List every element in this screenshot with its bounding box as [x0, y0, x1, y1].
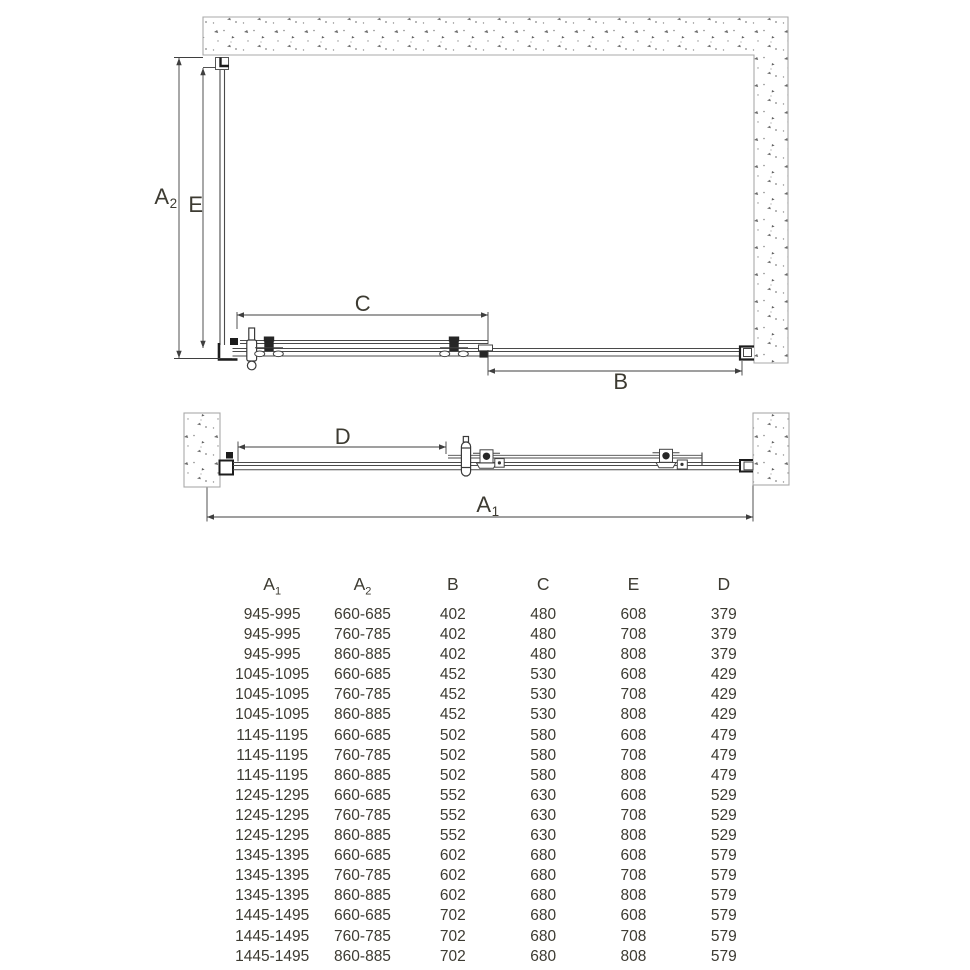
cell-a2: 860-885: [334, 947, 391, 965]
cell-a2: 860-885: [334, 766, 391, 784]
cell-d: 379: [710, 626, 737, 644]
table-row: [227, 726, 769, 746]
table-row: [227, 786, 769, 806]
cell-e: 608: [620, 726, 647, 744]
cell-b: 502: [439, 726, 466, 744]
table-row: [227, 906, 769, 926]
cell-a1: 1145-1195: [236, 766, 309, 784]
cell-a2: 660-685: [334, 847, 391, 865]
wall-profile-right-plan: [740, 347, 754, 360]
cell-c: 630: [530, 827, 557, 845]
cell-a1: 1245-1295: [235, 806, 310, 824]
cell-a1: 1245-1295: [235, 827, 310, 845]
table-header-row: [227, 571, 769, 597]
cell-a1: 1245-1295: [235, 786, 310, 804]
cell-c: 680: [530, 907, 557, 925]
label-b: B: [613, 369, 629, 394]
cell-d: 529: [710, 827, 737, 845]
cell-a2: 860-885: [334, 887, 391, 905]
table-row: [227, 866, 769, 886]
cell-d: 579: [710, 927, 737, 945]
cell-d: 479: [710, 766, 737, 784]
cell-c: 580: [530, 766, 557, 784]
cell-d: 429: [710, 666, 737, 684]
cell-e: 808: [620, 766, 647, 784]
cell-d: 379: [710, 606, 737, 623]
cell-b: 702: [439, 907, 466, 925]
cell-b: 702: [439, 947, 466, 965]
cell-a2: 660-685: [334, 726, 391, 744]
cell-a1: 1045-1095: [235, 706, 310, 724]
cell-b: 402: [439, 646, 466, 664]
cell-c: 680: [530, 847, 557, 865]
cell-e: 808: [620, 646, 647, 664]
wall-block-left: [184, 413, 220, 487]
cell-a2: 660-685: [334, 666, 391, 684]
section-view: [184, 413, 789, 522]
cell-c: 580: [530, 746, 557, 764]
cell-a2: 760-785: [334, 626, 391, 644]
cell-a1: 945-995: [243, 646, 301, 664]
table-row: [227, 806, 769, 826]
cell-a1: 1445-1495: [235, 907, 310, 925]
cell-c: 680: [530, 927, 557, 945]
cell-b: 502: [439, 746, 466, 764]
cell-e: 808: [620, 827, 647, 845]
table-body: [227, 605, 769, 967]
wall-block-right: [753, 413, 789, 485]
wall-profile-left-section: [220, 452, 234, 475]
cell-b: 402: [439, 626, 466, 644]
cell-a1: 1345-1395: [235, 887, 310, 905]
cell-a1: 1045-1095: [235, 666, 310, 684]
cell-b: 602: [439, 887, 466, 905]
cell-d: 579: [710, 867, 737, 885]
cell-b: 452: [439, 666, 466, 684]
cell-e: 708: [620, 867, 647, 885]
cell-a2: 760-785: [334, 927, 391, 945]
cell-c: 480: [530, 606, 557, 623]
cell-d: 579: [710, 847, 737, 865]
cell-a1: 1345-1395: [235, 847, 310, 865]
col-header-d: D: [717, 574, 731, 594]
cell-c: 530: [530, 706, 557, 724]
cell-a2: 760-785: [334, 867, 391, 885]
cell-b: 702: [439, 927, 466, 945]
cell-e: 808: [620, 947, 647, 965]
label-a1: A1: [476, 492, 500, 519]
roller-2-section: [653, 449, 688, 469]
cell-e: 608: [620, 847, 647, 865]
table-row: [227, 605, 769, 625]
cell-a1: 945-995: [243, 626, 301, 644]
cell-c: 630: [530, 786, 557, 804]
cell-a1: 1145-1195: [236, 726, 309, 744]
wall-corner: [203, 17, 788, 363]
cell-a2: 660-685: [334, 907, 391, 925]
side-glass-panel: [220, 70, 225, 345]
cell-c: 680: [530, 867, 557, 885]
cell-a2: 760-785: [334, 746, 391, 764]
cell-a1: 1445-1495: [235, 947, 310, 965]
cell-d: 579: [710, 907, 737, 925]
cell-b: 602: [439, 867, 466, 885]
door-handle-plan: [247, 328, 257, 370]
col-header-a1: $A_1$: [263, 574, 282, 598]
cell-c: 680: [530, 947, 557, 965]
cell-d: 379: [710, 646, 737, 664]
wall-profile-right-section: [740, 460, 753, 472]
cell-e: 808: [620, 706, 647, 724]
label-d: D: [334, 424, 352, 449]
roller-clamp-2-plan: [440, 337, 469, 357]
table-row: [227, 927, 769, 947]
cell-a2: 860-885: [334, 706, 391, 724]
cell-d: 429: [710, 686, 737, 704]
cell-a2: 660-685: [334, 786, 391, 804]
table-row: [227, 947, 769, 967]
cell-e: 708: [620, 806, 647, 824]
label-a2: A2: [154, 184, 178, 211]
table-row: [227, 886, 769, 906]
cell-a2: 760-785: [334, 806, 391, 824]
cell-a1: 1345-1395: [235, 867, 310, 885]
label-c: C: [354, 291, 372, 316]
cell-c: 480: [530, 646, 557, 664]
cell-b: 552: [439, 827, 466, 845]
cell-b: 552: [439, 806, 466, 824]
cell-e: 708: [620, 626, 647, 644]
table-row: [227, 746, 769, 766]
roller-1-section: [473, 450, 504, 468]
dimension-table: [227, 571, 769, 967]
cell-a2: 660-685: [334, 606, 391, 623]
col-header-c: C: [536, 574, 550, 594]
table-row: [227, 705, 769, 725]
col-header-b: B: [446, 574, 459, 594]
cell-c: 630: [530, 806, 557, 824]
door-handle-section: [461, 437, 470, 477]
plan-view: [154, 17, 788, 394]
cell-c: 530: [530, 666, 557, 684]
roller-clamp-1-plan: [255, 337, 284, 357]
label-e: E: [188, 192, 204, 217]
table-row: [227, 766, 769, 786]
cell-d: 479: [710, 726, 737, 744]
cell-d: 479: [710, 746, 737, 764]
cell-a1: 1045-1095: [235, 686, 310, 704]
cell-e: 708: [620, 686, 647, 704]
col-header-e: E: [627, 574, 640, 594]
cell-a2: 860-885: [334, 827, 391, 845]
cell-e: 708: [620, 746, 647, 764]
table-row: [227, 826, 769, 846]
cell-d: 529: [710, 786, 737, 804]
wall-profile-top: [216, 58, 230, 70]
cell-c: 680: [530, 887, 557, 905]
table-row: [227, 625, 769, 645]
cell-e: 608: [620, 907, 647, 925]
cell-c: 580: [530, 726, 557, 744]
cell-b: 402: [439, 606, 466, 623]
cell-a1: 945-995: [243, 606, 301, 623]
cell-d: 579: [710, 947, 737, 965]
cell-b: 602: [439, 847, 466, 865]
cell-a1: 1145-1195: [236, 746, 309, 764]
cell-d: 579: [710, 887, 737, 905]
table-row: [227, 645, 769, 665]
cell-a2: 760-785: [334, 686, 391, 704]
cell-a2: 860-885: [334, 646, 391, 664]
cell-b: 452: [439, 706, 466, 724]
cell-b: 452: [439, 686, 466, 704]
cell-e: 708: [620, 927, 647, 945]
cell-e: 608: [620, 786, 647, 804]
cell-d: 529: [710, 806, 737, 824]
table-row: [227, 846, 769, 866]
cell-a1: 1445-1495: [235, 927, 310, 945]
cell-e: 608: [620, 606, 647, 623]
cell-e: 608: [620, 666, 647, 684]
cell-b: 502: [439, 766, 466, 784]
cell-e: 808: [620, 887, 647, 905]
col-header-a2: $A_2$: [353, 574, 372, 598]
cell-c: 480: [530, 626, 557, 644]
cell-c: 530: [530, 686, 557, 704]
table-row: [227, 665, 769, 685]
cell-d: 429: [710, 706, 737, 724]
cell-b: 552: [439, 786, 466, 804]
table-row: [227, 685, 769, 705]
